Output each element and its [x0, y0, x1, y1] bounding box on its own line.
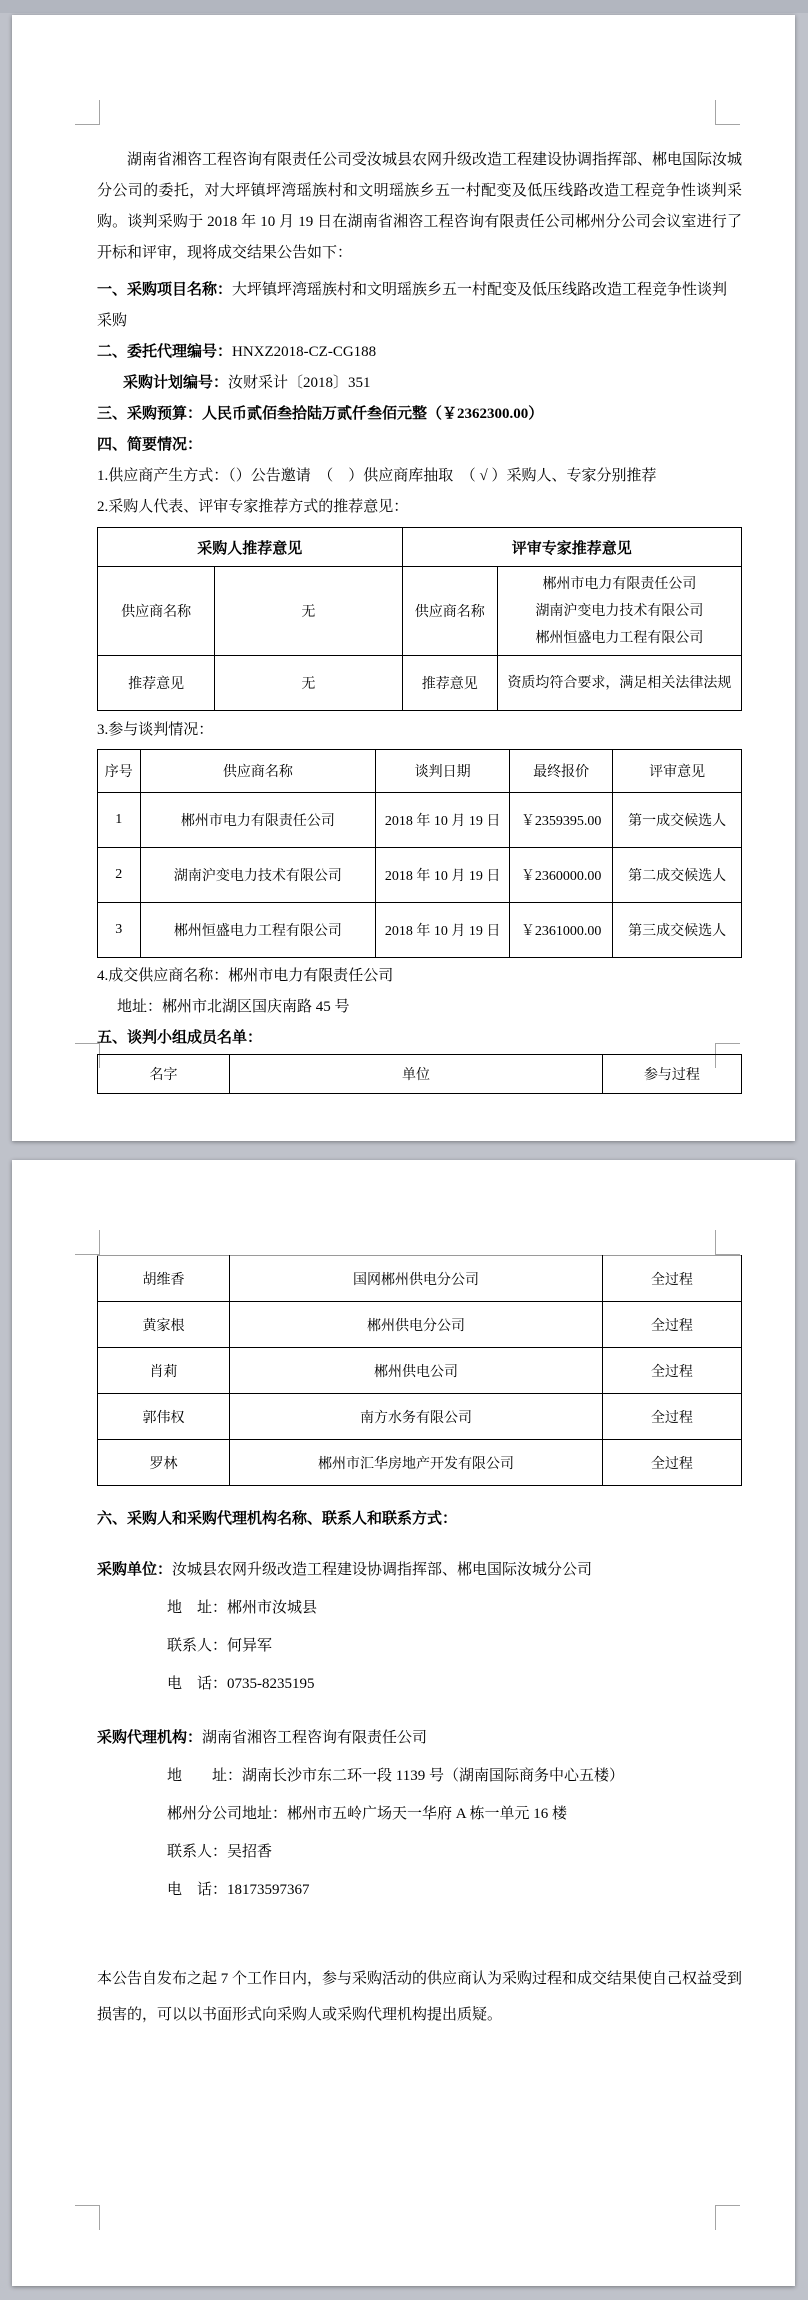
cell-member-unit: 国网郴州供电分公司 — [230, 1256, 603, 1302]
crop-mark-top-right — [715, 100, 740, 125]
section-2b-plan-number — [97, 368, 742, 399]
expert-recommendation-header: 评审专家推荐意见 — [402, 528, 741, 567]
section-1-value: 大坪镇坪湾瑶族村和文明瑶族乡五一村配变及低压线路改造工程竞争性谈判采购 — [97, 282, 728, 329]
table-row — [98, 848, 742, 903]
agency-contact-line: 联系人：吴招香 — [167, 1844, 273, 1860]
agency-label: 采购代理机构： — [97, 1730, 203, 1746]
cell-member-name: 郭伟权 — [98, 1394, 230, 1440]
agency-branch-line: 郴州分公司地址：郴州市五岭广场天一华府 A 栋一单元 16 楼 — [167, 1806, 568, 1822]
crop-mark-top-left — [75, 1230, 100, 1255]
col-header-review: 评审意见 — [613, 750, 742, 793]
section-1-project-name — [97, 275, 742, 337]
cell-opinion-label-2: 推荐意见 — [402, 656, 497, 711]
col-header-supplier: 供应商名称 — [140, 750, 376, 793]
cell-member-name: 罗林 — [98, 1440, 230, 1486]
cell-review: 第三成交候选人 — [613, 903, 742, 958]
negotiation-intro-line: 3.参与谈判情况： — [97, 722, 214, 738]
cell-expert-opinion-value: 资质均符合要求，满足相关法律法规 — [497, 656, 741, 711]
agency-address-line: 地 址：湖南长沙市东二环一段 1139 号（湖南国际商务中心五楼） — [167, 1768, 624, 1784]
section-6-heading: 六、采购人和采购代理机构名称、联系人和联系方式： — [97, 1511, 458, 1527]
cell-review: 第一成交候选人 — [613, 793, 742, 848]
buyer-label: 采购单位： — [97, 1562, 173, 1578]
page1-content — [97, 145, 758, 1094]
section-3-label: 三、采购预算： — [97, 406, 203, 422]
table-row — [98, 793, 742, 848]
buyer-value: 汝城县农网升级改造工程建设协调指挥部、郴电国际汝城分公司 — [172, 1562, 593, 1578]
cell-supplier-name-label-2: 供应商名称 — [402, 567, 497, 656]
agency-phone-line: 电 话：18173597367 — [167, 1882, 310, 1898]
buyer-address-line: 地 址：郴州市汝城县 — [167, 1600, 318, 1616]
cell-date: 2018 年 10 月 19 日 — [376, 793, 510, 848]
table-row — [98, 1302, 742, 1348]
section-3-value: 人民币贰佰叁拾陆万贰仟叁佰元整（￥2362300.00） — [202, 406, 544, 422]
buyer-line — [97, 1551, 742, 1589]
crop-mark-bottom-right — [715, 2205, 740, 2230]
page2-content — [97, 1255, 742, 2033]
agency-value: 湖南省湘咨工程咨询有限责任公司 — [202, 1730, 428, 1746]
cell-expert-supplier-list — [497, 567, 741, 656]
cell-supplier: 湖南沪变电力技术有限公司 — [140, 848, 376, 903]
crop-mark-bottom-left — [75, 2205, 100, 2230]
winner-name-line: 4.成交供应商名称：郴州市电力有限责任公司 — [97, 968, 394, 984]
recommendation-intro-line: 2.采购人代表、评审专家推荐方式的推荐意见： — [97, 499, 409, 515]
recommendation-table — [97, 527, 742, 711]
expert-supplier-2: 湖南沪变电力技术有限公司 — [535, 603, 704, 619]
col-header-name: 名字 — [98, 1055, 230, 1094]
col-header-index: 序号 — [98, 750, 141, 793]
table-row — [98, 1440, 742, 1486]
cell-member-participation: 全过程 — [602, 1348, 741, 1394]
col-header-date: 谈判日期 — [376, 750, 510, 793]
cell-supplier: 郴州市电力有限责任公司 — [140, 793, 376, 848]
table-row — [98, 1348, 742, 1394]
cell-review: 第二成交候选人 — [613, 848, 742, 903]
table-row — [98, 567, 742, 656]
section-2b-value: 汝财采计〔2018〕351 — [228, 375, 371, 391]
cell-price: ￥2359395.00 — [510, 793, 613, 848]
section-2-label: 二、委托代理编号： — [97, 344, 233, 360]
cell-opinion-label: 推荐意见 — [98, 656, 215, 711]
cell-member-participation: 全过程 — [602, 1302, 741, 1348]
expert-supplier-3: 郴州恒盛电力工程有限公司 — [535, 630, 704, 646]
agency-line — [97, 1719, 742, 1757]
section-2-value: HNXZ2018-CZ-CG188 — [232, 344, 377, 360]
crop-mark-top-left — [75, 100, 100, 125]
section-4-heading: 四、简要情况： — [97, 437, 203, 453]
cell-member-participation: 全过程 — [602, 1440, 741, 1486]
section-2b-label: 采购计划编号： — [123, 375, 229, 391]
cell-member-name: 胡维香 — [98, 1256, 230, 1302]
cell-price: ￥2360000.00 — [510, 848, 613, 903]
cell-index: 1 — [98, 793, 141, 848]
cell-index: 2 — [98, 848, 141, 903]
buyer-contact-line: 联系人：何异军 — [167, 1638, 273, 1654]
cell-member-unit: 郴州供电公司 — [230, 1348, 603, 1394]
negotiation-table — [97, 749, 742, 958]
negotiation-table-header-row — [98, 750, 742, 793]
table-row — [98, 656, 742, 711]
section-3-budget — [97, 399, 742, 430]
cell-member-participation: 全过程 — [602, 1256, 741, 1302]
supplier-method-line: 1.供应商产生方式：（）公告邀请 （ ）供应商库抽取 （ √ ）采购人、专家分别推荐 — [97, 468, 657, 484]
document-page-2 — [12, 1160, 795, 2286]
objection-notice-paragraph: 本公告自发布之起 7 个工作日内，参与采购活动的供应商认为采购过程和成交结果使自己权益受到损害的，可以以书面形式向采购人或采购代理机构提出质疑。 — [97, 1971, 743, 2023]
table-row — [98, 1256, 742, 1302]
document-page-1 — [12, 15, 795, 1141]
cell-member-unit: 郴州市汇华房地产开发有限公司 — [230, 1440, 603, 1486]
panel-table-header-row — [98, 1055, 742, 1094]
buyer-recommendation-header: 采购人推荐意见 — [98, 528, 403, 567]
panel-table-continued — [97, 1255, 742, 1486]
cell-price: ￥2361000.00 — [510, 903, 613, 958]
cell-supplier: 郴州恒盛电力工程有限公司 — [140, 903, 376, 958]
crop-mark-top-right — [715, 1230, 740, 1255]
cell-member-unit: 南方水务有限公司 — [230, 1394, 603, 1440]
table-row — [98, 1394, 742, 1440]
col-header-price: 最终报价 — [510, 750, 613, 793]
col-header-participation: 参与过程 — [602, 1055, 741, 1094]
cell-date: 2018 年 10 月 19 日 — [376, 903, 510, 958]
cell-supplier-name-label: 供应商名称 — [98, 567, 215, 656]
col-header-unit: 单位 — [230, 1055, 603, 1094]
section-2-agency-number — [97, 337, 742, 368]
cell-member-unit: 郴州供电分公司 — [230, 1302, 603, 1348]
section-5-heading: 五、谈判小组成员名单： — [97, 1030, 263, 1046]
cell-member-name: 黄家根 — [98, 1302, 230, 1348]
intro-paragraph: 湖南省湘咨工程咨询有限责任公司受汝城县农网升级改造工程建设协调指挥部、郴电国际汝城分公司的委托，对大坪镇坪湾瑶族村和文明瑶族乡五一村配变及低压线路改造工程竞争性谈判采 购。谈判采购于 2018 年 10 月 19 日在湖南省湘咨工程咨询有限责任公司郴州分公司会议室进行了开标和评审，现将成交结果公告如下： — [97, 152, 758, 261]
winner-address-line: 地址：郴州市北湖区国庆南路 45 号 — [117, 999, 350, 1015]
cell-member-name: 肖莉 — [98, 1348, 230, 1394]
cell-index: 3 — [98, 903, 141, 958]
buyer-phone-line: 电 话：0735-8235195 — [167, 1676, 315, 1692]
panel-table-header — [97, 1054, 742, 1094]
section-1-label: 一、采购项目名称： — [97, 282, 233, 298]
recommendation-table-header-row — [98, 528, 742, 567]
cell-buyer-opinion-value: 无 — [215, 656, 402, 711]
expert-supplier-1: 郴州市电力有限责任公司 — [542, 576, 697, 592]
table-row — [98, 903, 742, 958]
cell-member-participation: 全过程 — [602, 1394, 741, 1440]
cell-date: 2018 年 10 月 19 日 — [376, 848, 510, 903]
cell-buyer-supplier-value: 无 — [215, 567, 402, 656]
